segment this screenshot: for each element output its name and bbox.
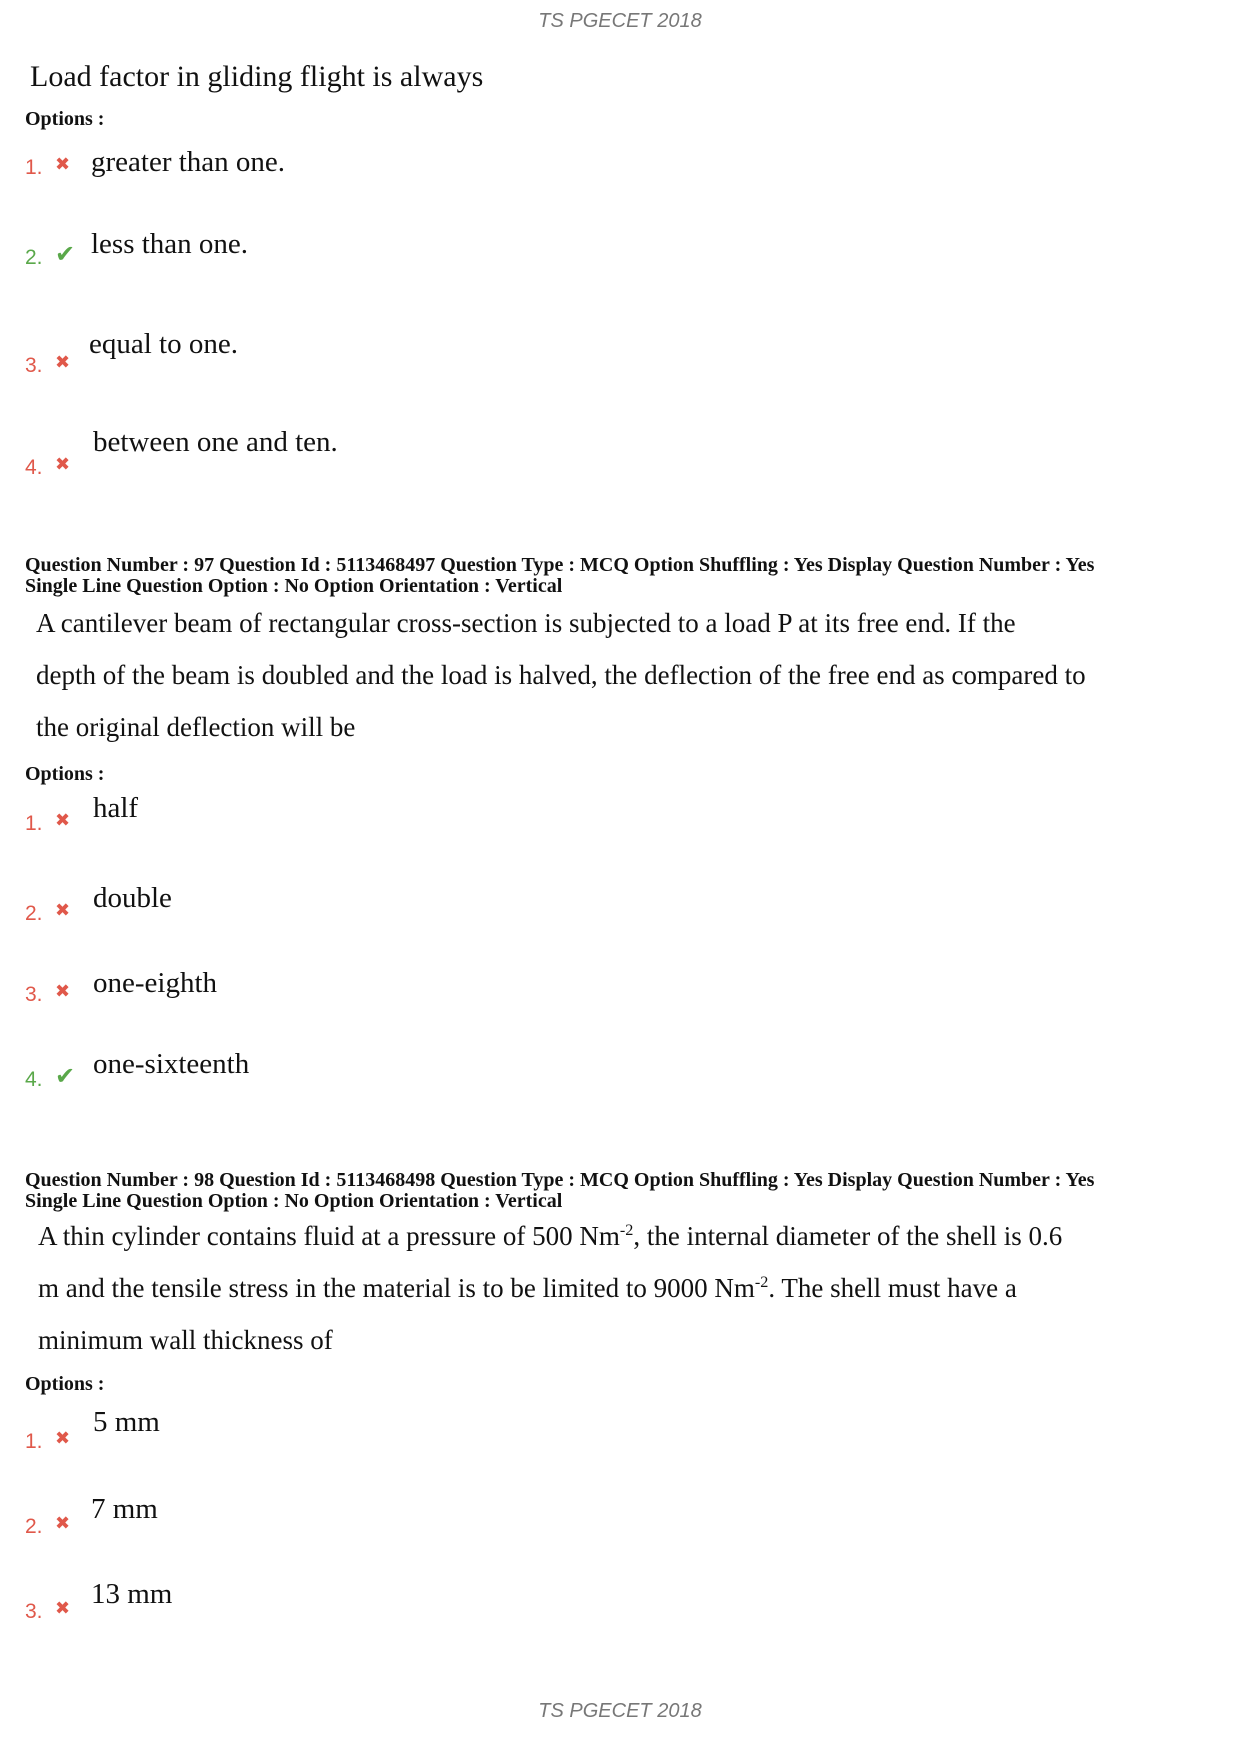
cross-icon: ✖ [55, 810, 71, 831]
option-97-4: 4. ✔ one-sixteenth [25, 1048, 250, 1091]
cross-icon: ✖ [55, 1513, 71, 1534]
options-label-98: Options : [25, 1373, 105, 1395]
page-header: TS PGECET 2018 [538, 10, 702, 32]
question-98-text: A thin cylinder contains fluid at a pressure of 500 $Nm^{-2}$, the internal diameter of the shell is 0.6 m and the tensile stress in the material is to be limited to 9000 $Nm^{-2}$. The shell must have a minimum wall thickness of [38, 1221, 1063, 1355]
check-icon: ✔ [55, 1062, 76, 1090]
question-97-meta: Question Number : 97 Question Id : 5113468497 Question Type : MCQ Option Shuffling : Yes Display Question Number : Yes Single Line Question Option : No Option Orientation : Vertical [25, 554, 1095, 597]
option-97-1: 1. ✖ half [25, 792, 139, 835]
option-97-3: 3. ✖ one-eighth [25, 967, 218, 1006]
question-96-text: Load factor in gliding flight is always [30, 60, 484, 93]
cross-icon: ✖ [55, 1428, 71, 1449]
option-97-2: 2. ✖ double [25, 882, 172, 925]
options-label-96: Options : [25, 108, 105, 130]
option-98-3: 3. ✖ 13 mm [25, 1578, 173, 1623]
option-96-3: 3. ✖ equal to one. [25, 328, 238, 377]
question-97-text: A cantilever beam of rectangular cross-section is subjected to a load P at its free end. If the depth of the beam is doubled and the load is halved, the deflection of the free end as compared to the original deflection will be [36, 608, 1086, 742]
cross-icon: ✖ [55, 900, 71, 921]
question-98-meta: Question Number : 98 Question Id : 5113468498 Question Type : MCQ Option Shuffling : Yes Display Question Number : Yes Single Line Question Option : No Option Orientation : Vertical [25, 1169, 1095, 1212]
cross-icon: ✖ [55, 1598, 71, 1619]
cross-icon: ✖ [55, 454, 71, 475]
option-98-1: 1. ✖ 5 mm [25, 1406, 160, 1453]
check-icon: ✔ [55, 240, 76, 268]
cross-icon: ✖ [55, 154, 71, 175]
cross-icon: ✖ [55, 981, 71, 1002]
options-label-97: Options : [25, 763, 105, 785]
option-96-2: 2. ✔ less than one. [25, 228, 249, 269]
option-96-1: 1. ✖ greater than one. [25, 146, 286, 179]
page-footer: TS PGECET 2018 [538, 1700, 702, 1722]
option-96-4: 4. ✖ between one and ten. [25, 426, 338, 479]
cross-icon: ✖ [55, 352, 71, 373]
option-98-2: 2. ✖ 7 mm [25, 1493, 158, 1538]
